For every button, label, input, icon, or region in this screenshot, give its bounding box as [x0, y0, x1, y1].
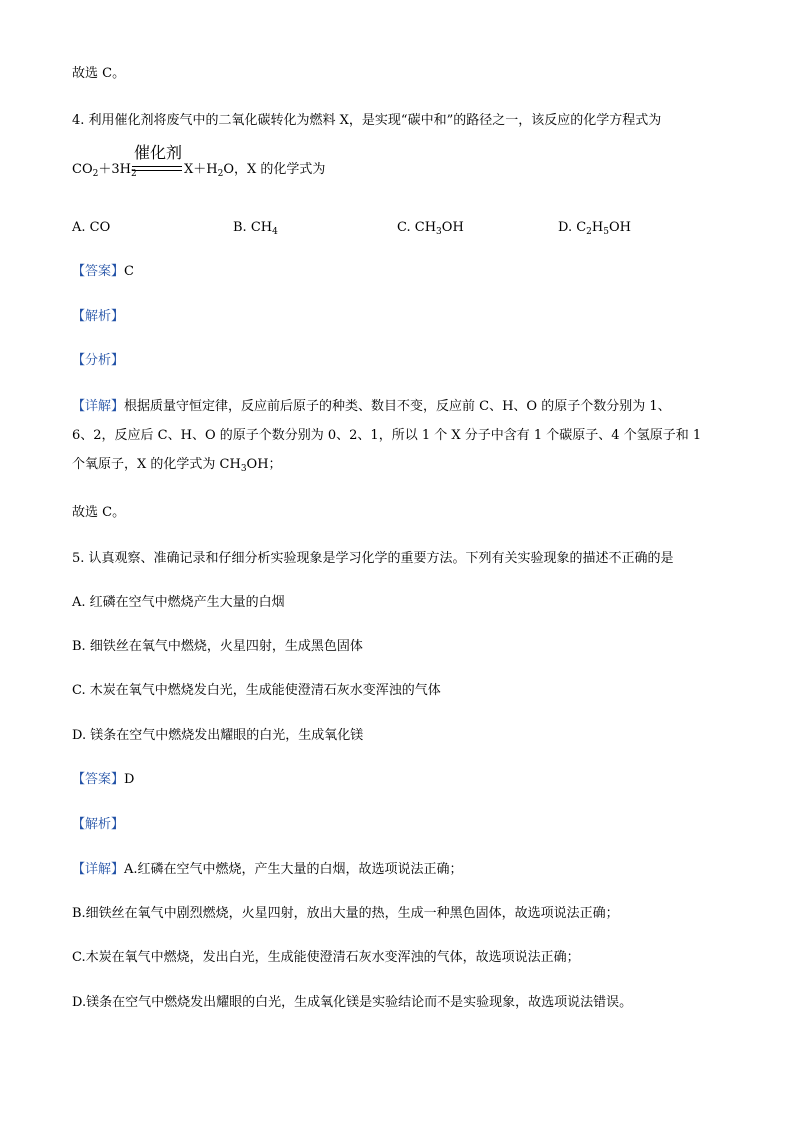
- analysis-label-q4: 【解析】: [72, 309, 125, 324]
- conclusion-q3: 故选 C。: [72, 66, 126, 81]
- option-5c: C. 木炭在氧气中燃烧发白光，生成能使澄清石灰水变浑浊的气体: [72, 683, 441, 698]
- conclusion-q4: 故选 C。: [72, 505, 126, 520]
- detail-q5-a: 【详解】A.红磷在空气中燃烧，产生大量的白烟，故选项说法正确；: [72, 862, 463, 877]
- equation-reactants: $CO_2+3H_2$: [72, 162, 137, 179]
- detail-q4-line2: 6、2，反应后 C、H、O 的原子个数分别为 0、2、1，所以 1 个 X 分子中含有 1 个碳原子、4 个氢原子和 1: [72, 428, 702, 443]
- detail-label: 【详解】: [72, 862, 125, 877]
- answer-value: D: [124, 772, 135, 787]
- fenxi-label-q4: 【分析】: [72, 353, 125, 368]
- option-d: D. $C_2H_5OH$: [558, 220, 631, 237]
- option-a: A. CO: [72, 220, 111, 235]
- detail-label: 【详解】: [72, 399, 125, 414]
- option-5b: B. 细铁丝在氧气中燃烧，火星四射，生成黑色固体: [72, 639, 363, 654]
- equation-equals-sign: [132, 166, 182, 171]
- detail-q4-line1: 【详解】根据质量守恒定律，反应前后原子的种类、数目不变，反应前 C、H、O 的原子个数分别为 1、: [72, 399, 671, 414]
- option-5d: D. 镁条在空气中燃烧发出耀眼的白光，生成氧化镁: [72, 728, 364, 743]
- equation-products: $X+H_2O$，X 的化学式为: [184, 162, 326, 179]
- answer-q4: [72, 262, 134, 282]
- option-c: C. $CH_3OH$: [397, 220, 464, 237]
- answer-label: 【答案】: [72, 772, 125, 787]
- answer-value: C: [124, 264, 134, 279]
- detail-q4-line3: 个氧原子，X 的化学式为 $CH_3OH$；: [72, 457, 282, 474]
- option-5a: A. 红磷在空气中燃烧产生大量的白烟: [72, 595, 285, 610]
- question-5-stem: 5. 认真观察、准确记录和仔细分析实验现象是学习化学的重要方法。下列有关实验现象的描述不正确的是: [72, 551, 674, 566]
- chemical-equation: [72, 140, 492, 184]
- detail-q5-c: C.木炭在氧气中燃烧，发出白光，生成能使澄清石灰水变浑浊的气体，故选项说法正确；: [72, 950, 580, 965]
- catalyst-label: 催化剂: [134, 143, 183, 162]
- question-4-stem: 4. 利用催化剂将废气中的二氧化碳转化为燃料 X，是实现“碳中和”的路径之一，该反应的化学方程式为: [72, 113, 662, 128]
- detail-q5-d: D.镁条在空气中燃烧发出耀眼的白光，生成氧化镁是实验结论而不是实验现象，故选项说法错误。: [72, 995, 633, 1010]
- option-b: B. $CH_4$: [233, 220, 278, 237]
- detail-q5-b: B.细铁丝在氧气中剧烈燃烧，火星四射，放出大量的热，生成一种黑色固体，故选项说法正确；: [72, 906, 619, 921]
- answer-label: 【答案】: [72, 264, 125, 279]
- analysis-label-q5: 【解析】: [72, 817, 125, 832]
- answer-q5: [72, 770, 134, 790]
